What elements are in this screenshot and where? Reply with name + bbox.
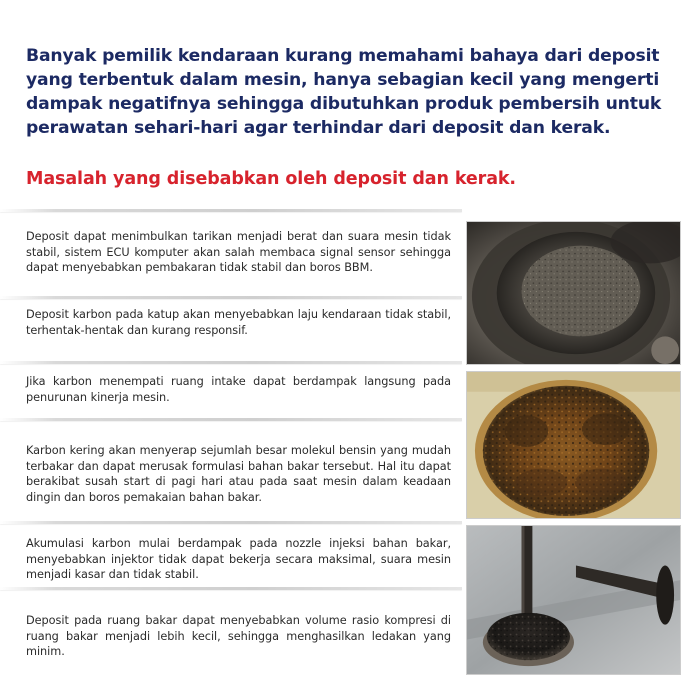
- piston-carbon-photo: [466, 371, 681, 519]
- problem-item-2: Deposit karbon pada katup akan menyebabkan laju kendaraan tidak stabil, terhentak-hentak dan kurang responsif.: [26, 308, 451, 337]
- section-divider: [0, 209, 462, 212]
- item-divider: [0, 361, 462, 364]
- problem-item-6: Deposit pada ruang bakar dapat menyebabkan volume rasio kompresi di ruang bakar menjadi lebih kecil, sehingga menghasilkan ledakan yang minim.: [26, 614, 451, 658]
- item-divider: [0, 587, 462, 590]
- problem-item-1: Deposit dapat menimbulkan tarikan menjadi berat dan suara mesin tidak stabil, sistem ECU komputer akan salah membaca signal sensor sehingga dapat menyebabkan pembakaran tidak stabil dan boros BBM.: [26, 230, 451, 274]
- intro-paragraph: Banyak pemilik kendaraan kurang memahami bahaya dari deposit yang terbentuk dalam mesin, hanya sebagian kecil yang mengerti dampak negatifnya sehingga dibutuhkan produk pembersih untuk perawatan sehari-hari agar terhindar dari deposit dan kerak.: [26, 46, 662, 138]
- intake-deposit-photo: [466, 221, 681, 365]
- item-divider: [0, 521, 462, 524]
- problem-item-3: Jika karbon menempati ruang intake dapat berdampak langsung pada penurunan kinerja mesin.: [26, 375, 451, 404]
- item-divider: [0, 296, 462, 299]
- valve-carbon-photo: [466, 525, 681, 675]
- problem-item-5: Akumulasi karbon mulai berdampak pada nozzle injeksi bahan bakar, menyebabkan injektor tidak dapat bekerja secara maksimal, suara mesin menjadi kasar dan tidak stabil.: [26, 537, 451, 581]
- problem-item-4: Karbon kering akan menyerap sejumlah besar molekul bensin yang mudah terbakar dan dapat merusak formulasi bahan bakar tersebut. Hal itu dapat berakibat susah start di pagi hari atau pada saat mesin dalam keadaan dingin dan boros pemakaian bahan bakar.: [26, 444, 451, 504]
- item-divider: [0, 418, 462, 421]
- problems-heading: Masalah yang disebabkan oleh deposit dan kerak.: [26, 169, 516, 189]
